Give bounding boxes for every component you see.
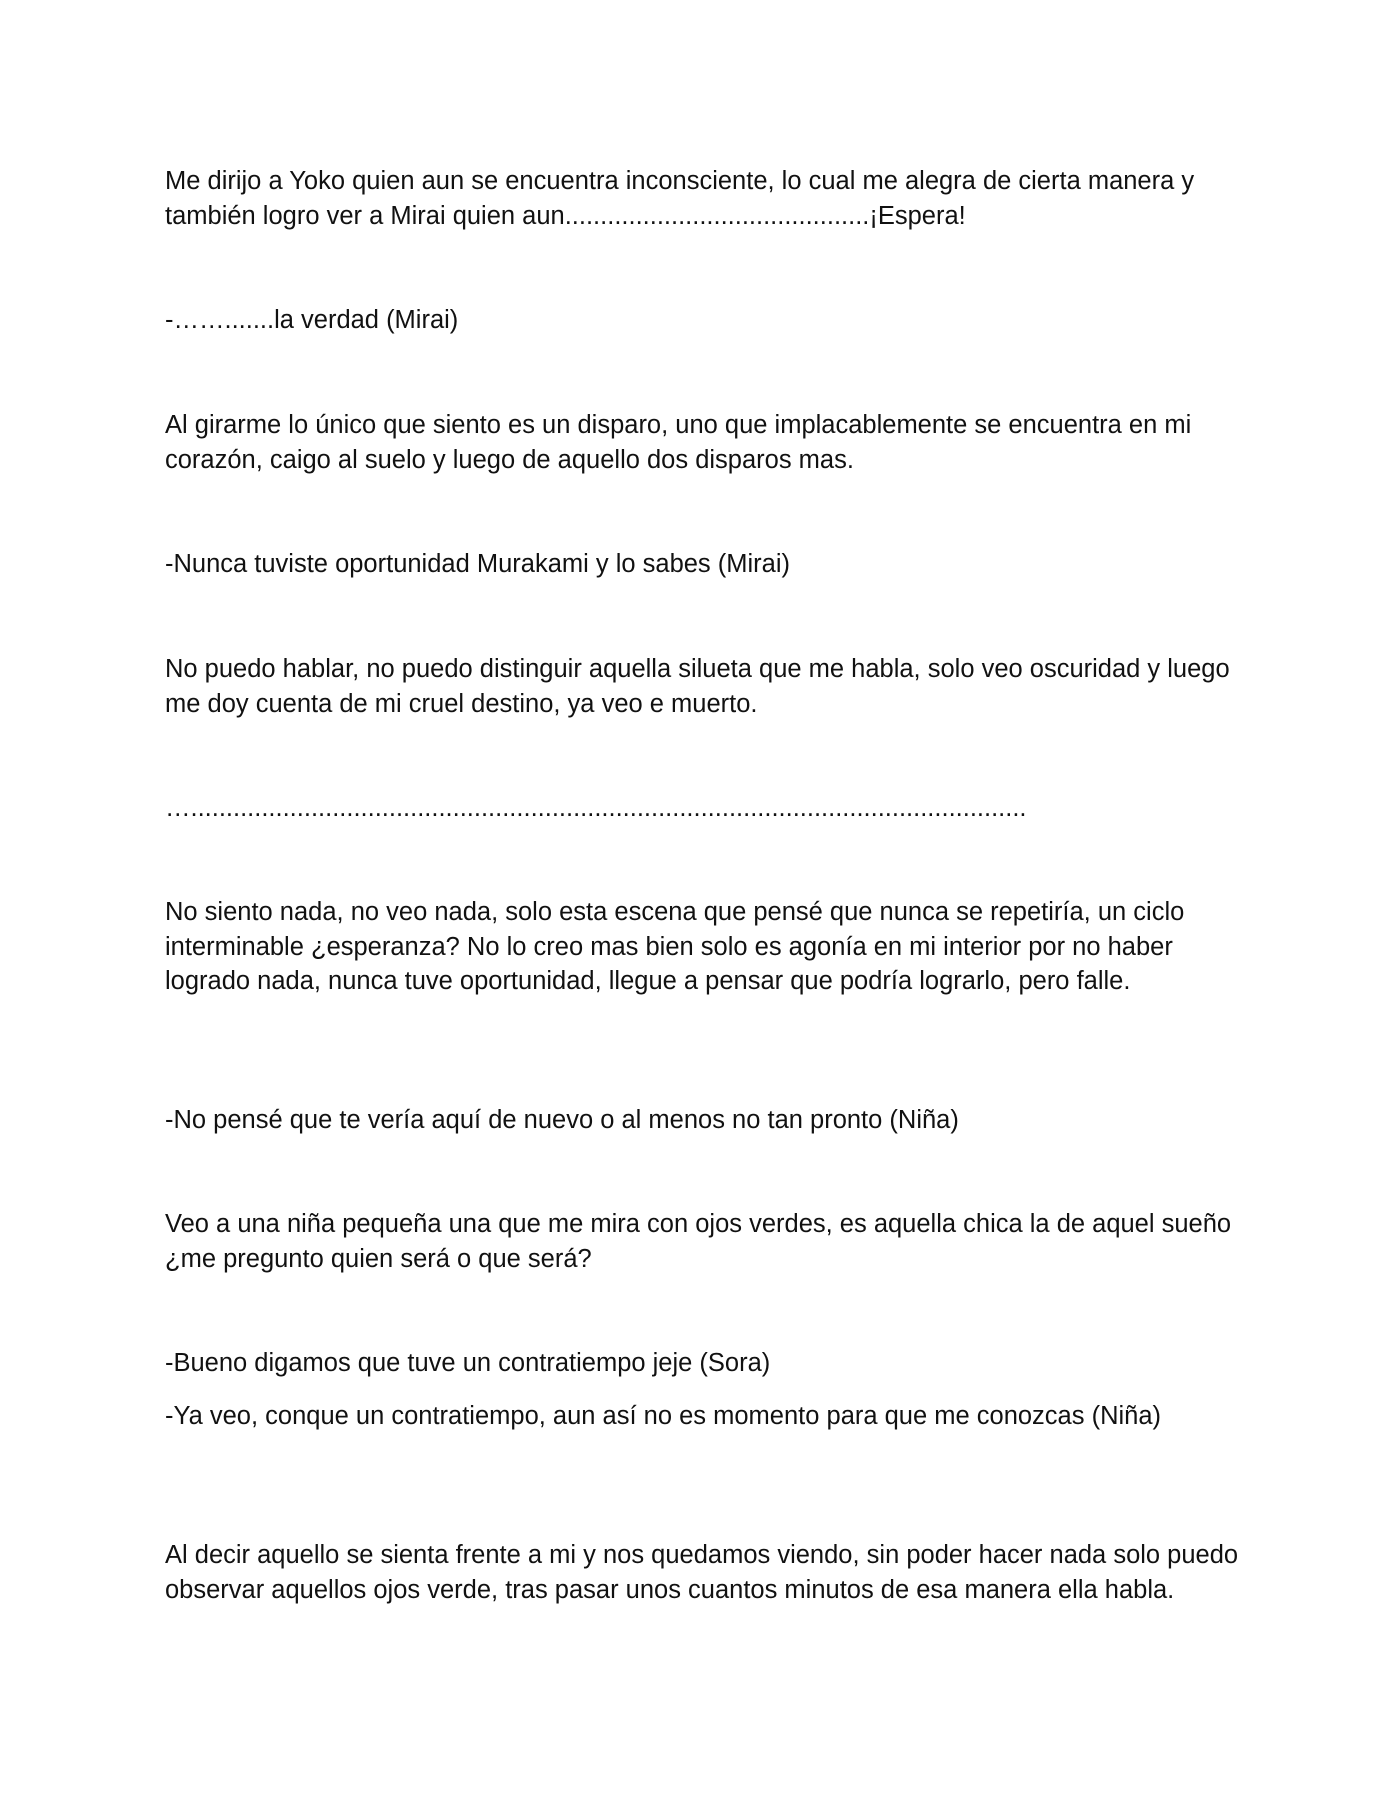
paragraph-6: Al decir aquello se sienta frente a mi y nos quedamos viendo, sin poder hacer nada solo puedo observar aquellos ojos verde, tras pasar unos cuantos minutos de esa manera ella habla. xyxy=(165,1541,1239,1604)
paragraph-4: No siento nada, no veo nada, solo esta escena que pensé que nunca se repetiría, un ciclo interminable ¿esperanza? No lo creo mas bien solo es agonía en mi interior por no haber logrado nada, nunca tuve oportunidad, llegue a pensar que podría lograrlo, pero falle. xyxy=(165,898,1185,995)
ellipsis-separator: …...................................................................................................................... xyxy=(165,794,1027,822)
dialogue-line-5: -Ya veo, conque un contratiempo, aun así no es momento para que me conozcas (Niña) xyxy=(165,1402,1162,1430)
dialogue-line-1: -…….......la verdad (Mirai) xyxy=(165,306,459,334)
paragraph-2: Al girarme lo único que siento es un disparo, uno que implacablemente se encuentra en mi corazón, caigo al suelo y luego de aquello dos disparos mas. xyxy=(165,411,1192,474)
paragraph-3: No puedo hablar, no puedo distinguir aquella silueta que me habla, solo veo oscuridad y luego me doy cuenta de mi cruel destino, ya veo e muerto. xyxy=(165,655,1230,718)
paragraph-1: Me dirijo a Yoko quien aun se encuentra inconsciente, lo cual me alegra de cierta manera y también logro ver a Mirai quien aun...........................................¡Espera! xyxy=(165,167,1195,230)
dialogue-line-3: -No pensé que te vería aquí de nuevo o al menos no tan pronto (Niña) xyxy=(165,1106,959,1134)
paragraph-5: Veo a una niña pequeña una que me mira con ojos verdes, es aquella chica la de aquel sueño ¿me pregunto quien será o que será? xyxy=(165,1210,1232,1273)
dialogue-line-2: -Nunca tuviste oportunidad Murakami y lo sabes (Mirai) xyxy=(165,550,790,578)
dialogue-line-4: -Bueno digamos que tuve un contratiempo jeje (Sora) xyxy=(165,1349,771,1377)
